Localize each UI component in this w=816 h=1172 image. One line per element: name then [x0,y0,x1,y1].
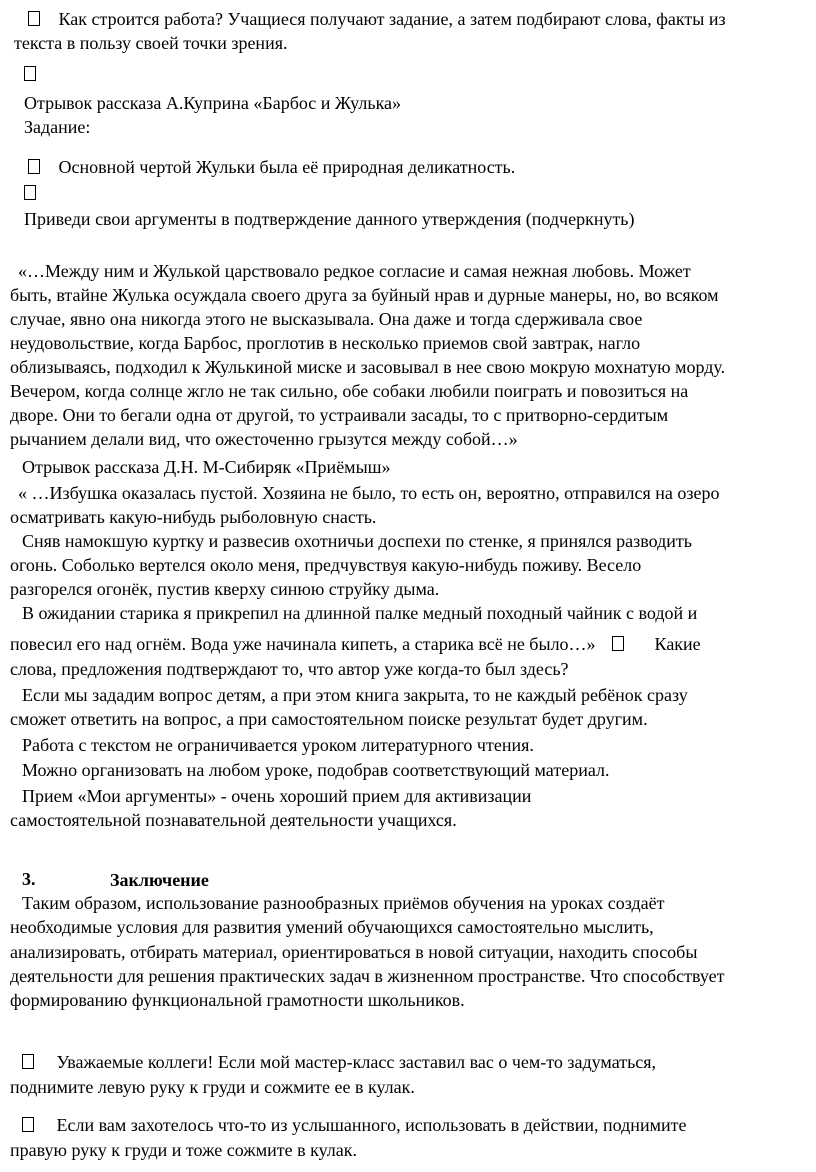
bullet-line [22,1113,686,1137]
closing-line: Уважаемые коллеги! Если мой мастер-класс заставил вас о чем-то задуматься, [56,1052,657,1072]
excerpt-line: В ожидании старика я прикрепил на длинной палке медный походный чайник с водой и [22,603,698,623]
excerpt-line: разгорелся огонёк, пустив кверху синюю струйку дыма. [10,579,440,599]
checkbox-icon [24,66,36,81]
excerpt-line: Вечером, когда солнце жгло не так сильно, обе собаки любили поиграть и повозиться на [10,381,689,401]
task-statement: Основной чертой Жульки была её природная деликатность. [58,157,516,177]
assignment-label: Задание: [24,117,91,137]
paragraph-line: формированию функциональной грамотности школьников. [10,990,465,1010]
paragraph-line: Таким образом, использование разнообразных приёмов обучения на уроках создаёт [22,893,665,913]
excerpt-line: огонь. Соболько вертелся около меня, предчувствуя какую-нибудь поживу. Весело [10,555,642,575]
section-heading: Заключение [110,870,209,890]
excerpt-line: « …Избушка оказалась пустой. Хозяина не было, то есть он, вероятно, отправился на озеро [18,483,720,503]
excerpt-line: осматривать какую-нибудь рыболовную снасть. [10,507,377,527]
excerpt-line [10,632,701,656]
paragraph-line: Если мы зададим вопрос детям, а при этом книга закрыта, то не каждый ребёнок сразу [22,685,688,705]
paragraph-line: анализировать, отбирать материал, ориентироваться в новой ситуации, находить способы [10,942,698,962]
excerpt-line: дворе. Они то бегали одна от другой, то устраивали засады, то с притворно-сердитым [10,405,669,425]
task-instruction: Приведи свои аргументы в подтверждение данного утверждения (подчеркнуть) [24,209,635,229]
section-number: 3. [22,869,36,889]
excerpt-line: случае, явно она никогда этого не высказывала. Она даже и тогда сдерживала свое [10,309,643,329]
paragraph-line: деятельности для решения практических задач в жизненном пространстве. Что способствует [10,966,725,986]
bullet-line [28,7,726,31]
paragraph-line: необходимые условия для развития умений обучающихся самостоятельно мыслить, [10,917,654,937]
checkbox-icon [612,636,624,651]
excerpt-line: быть, втайне Жулька осуждала своего друга за буйный нрав и дурные манеры, но, во всяком [10,285,719,305]
checkbox-icon [28,159,40,174]
excerpt-line: облизываясь, подходил к Жулькиной миске и засовывал в нее свою мокрую мохнатую морду. [10,357,726,377]
intro-line: Как строится работа? Учащиеся получают задание, а затем подбирают слова, факты из [58,9,726,29]
excerpt-title: Отрывок рассказа А.Куприна «Барбос и Жулька» [24,93,402,113]
excerpt-last-line: повесил его над огнём. Вода уже начинала кипеть, а старика всё не было…» [10,634,596,654]
question-text: слова, предложения подтверждают то, что автор уже когда-то был здесь? [10,659,569,679]
excerpt-line: «…Между ним и Жулькой царствовало редкое согласие и самая нежная любовь. Может [18,261,691,281]
checkbox-icon [28,11,40,26]
paragraph-line: сможет ответить на вопрос, а при самостоятельном поиске результат будет другим. [10,709,648,729]
question-text: Какие [654,634,701,654]
bullet-line [22,1050,656,1074]
paragraph-line: Работа с текстом не ограничивается уроком литературного чтения. [22,735,534,755]
paragraph-line: Можно организовать на любом уроке, подобрав соответствующий материал. [22,760,610,780]
intro-line: текста в пользу своей точки зрения. [14,33,288,53]
checkbox-icon [24,185,36,200]
bullet-line [24,62,36,86]
bullet-line [24,181,36,205]
checkbox-icon [22,1117,34,1132]
closing-line: поднимите левую руку к груди и сожмите ее в кулак. [10,1077,415,1097]
excerpt-line: неудовольствие, когда Барбос, проглотив в несколько приемов свой завтрак, нагло [10,333,641,353]
paragraph-line: самостоятельной познавательной деятельности учащихся. [10,810,457,830]
paragraph-line: Прием «Мои аргументы» - очень хороший прием для активизации [22,786,532,806]
closing-line: правую руку к груди и тоже сожмите в кулак. [10,1140,358,1160]
excerpt-line: Сняв намокшую куртку и развесив охотничьи доспехи по стенке, я принялся разводить [22,531,692,551]
excerpt-line: рычанием делали вид, что ожесточенно грызутся между собой…» [10,429,518,449]
bullet-line [28,155,515,179]
closing-line: Если вам захотелось что-то из услышанного, использовать в действии, поднимите [56,1115,687,1135]
excerpt-title: Отрывок рассказа Д.Н. М-Сибиряк «Приёмыш» [22,457,391,477]
checkbox-icon [22,1054,34,1069]
